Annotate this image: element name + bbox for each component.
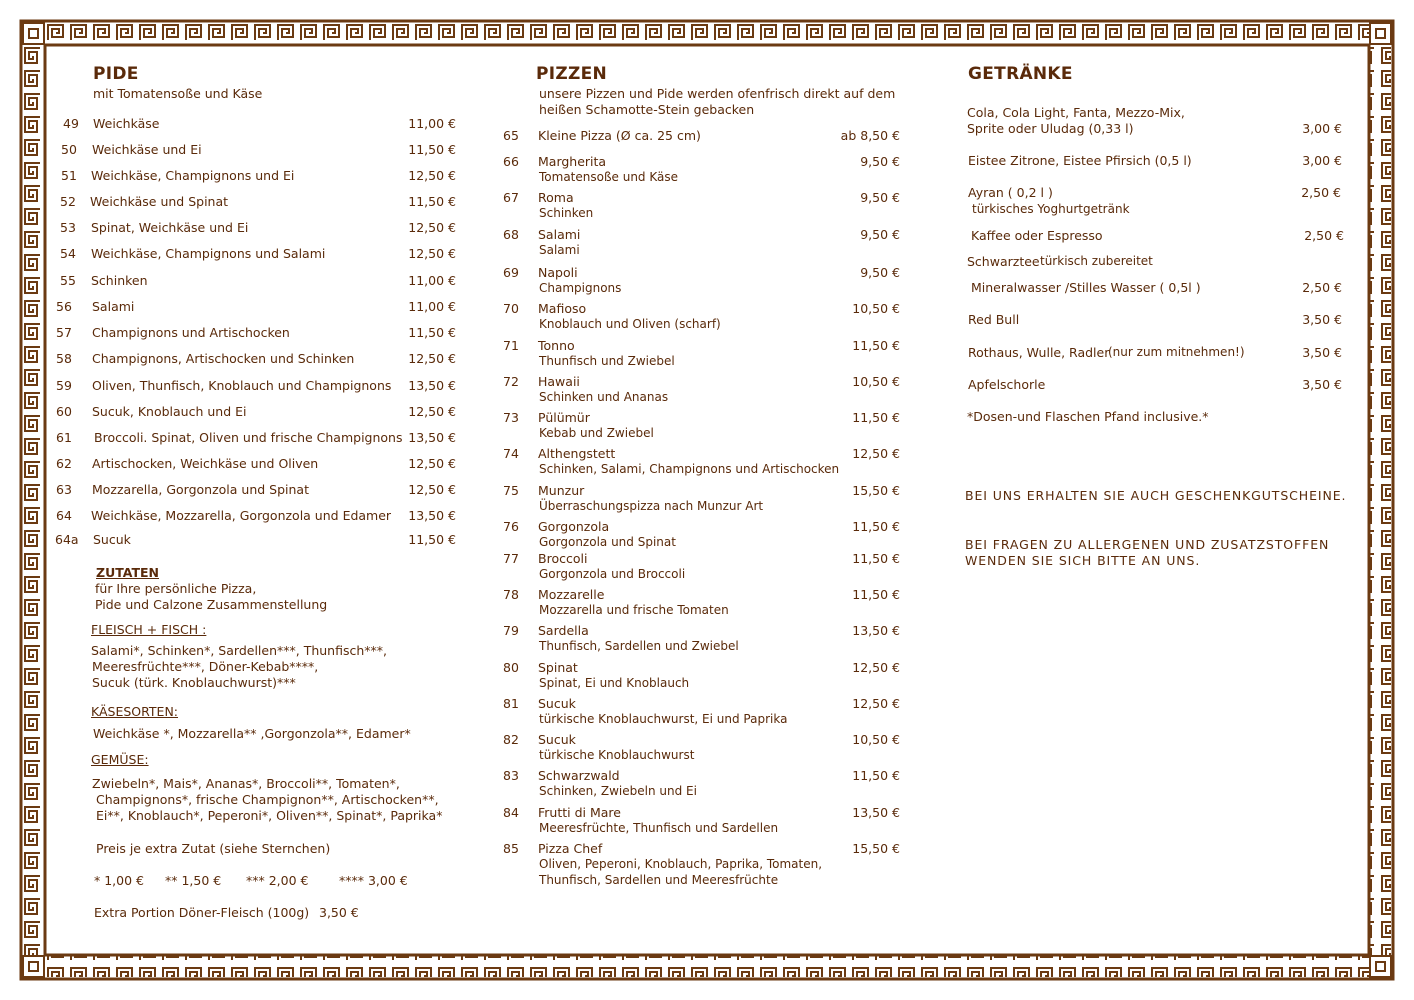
pizza-item-desc: Spinat, Ei und Knoblauch bbox=[539, 676, 690, 690]
fleisch-line-1: Salami*, Schinken*, Sardellen***, Thunfisch***, bbox=[91, 643, 388, 658]
gemuese-line-2: Champignons*, frische Champignon**, Artischocken**, bbox=[96, 792, 439, 807]
pizza-item-desc: Schinken und Ananas bbox=[539, 390, 669, 404]
pide-item-price: 12,50 € bbox=[408, 482, 456, 497]
fleisch-line-3: Sucuk (türk. Knoblauchwurst)*** bbox=[92, 675, 296, 690]
drink-1-name2: Sprite oder Uludag (0,33 l) bbox=[967, 121, 1134, 136]
pide-item-name: Oliven, Thunfisch, Knoblauch und Champignons bbox=[92, 378, 392, 393]
pide-item-name: Weichkäse und Ei bbox=[92, 142, 202, 157]
drink-3-name: Ayran ( 0,2 l ) bbox=[968, 185, 1053, 200]
drink-5-desc: türkisch zubereitet bbox=[1040, 254, 1153, 268]
pizza-item-name: Tonno bbox=[538, 338, 575, 353]
pizzen-subtitle-2: heißen Schamotte-Stein gebacken bbox=[539, 102, 755, 117]
pide-item-price: 11,00 € bbox=[408, 299, 456, 314]
pizza-item-price: 11,50 € bbox=[852, 338, 900, 353]
pide-item-number: 56 bbox=[56, 299, 72, 314]
kaese-title: KÄSESORTEN: bbox=[91, 704, 179, 719]
kaese-line: Weichkäse *, Mozzarella** ,Gorgonzola**, Edamer* bbox=[93, 726, 411, 741]
pizza-item-desc: Kebab und Zwiebel bbox=[539, 426, 654, 440]
pizza-item-name: Gorgonzola bbox=[538, 519, 610, 534]
pide-item-price: 12,50 € bbox=[408, 404, 456, 419]
drink-8-name: Rothaus, Wulle, Radler bbox=[968, 345, 1110, 360]
pide-item-number: 58 bbox=[56, 351, 72, 366]
pide-item-number: 55 bbox=[60, 273, 76, 288]
fleisch-line-2: Meeresfrüchte***, Döner-Kebab****, bbox=[92, 659, 319, 674]
pide-item-price: 12,50 € bbox=[408, 456, 456, 471]
pide-item-name: Broccoli. Spinat, Oliven und frische Champignons bbox=[94, 430, 403, 445]
pizza-item-name: Spinat bbox=[538, 660, 578, 675]
pizza-item-price: 9,50 € bbox=[860, 154, 900, 169]
pizza-item-price: 10,50 € bbox=[852, 374, 900, 389]
pide-item-price: 11,50 € bbox=[408, 142, 456, 157]
pide-item-number: 52 bbox=[60, 194, 76, 209]
allergen-note-1: BEI FRAGEN ZU ALLERGENEN UND ZUSATZSTOFFEN bbox=[965, 537, 1330, 552]
price-2star: ** 1,50 € bbox=[165, 873, 222, 888]
pizza-item-name: Munzur bbox=[538, 483, 585, 498]
pizza-item-price: 15,50 € bbox=[852, 841, 900, 856]
pizza-item-desc: Schinken, Salami, Champignons und Artischocken bbox=[539, 462, 840, 476]
pide-item-price: 11,00 € bbox=[408, 116, 456, 131]
pizza-item-price: 11,50 € bbox=[852, 410, 900, 425]
drink-1-price: 3,00 € bbox=[1302, 121, 1342, 136]
pizza-item-name: Pizza Chef bbox=[538, 841, 603, 856]
pizza-item-price: 9,50 € bbox=[860, 265, 900, 280]
pizza-item-number: 79 bbox=[503, 623, 519, 638]
pizza-item-price: 11,50 € bbox=[852, 519, 900, 534]
pizza-item-price: 12,50 € bbox=[852, 660, 900, 675]
pizza-item-number: 75 bbox=[503, 483, 519, 498]
pizzen-subtitle-1: unsere Pizzen und Pide werden ofenfrisch direkt auf dem bbox=[539, 86, 896, 101]
pizza-item-desc: Überraschungspizza nach Munzur Art bbox=[539, 499, 764, 513]
pide-item-price: 11,50 € bbox=[408, 325, 456, 340]
pizza-item-desc: Schinken, Zwiebeln und Ei bbox=[539, 784, 697, 798]
pide-item-number: 54 bbox=[60, 246, 76, 261]
pide-item-name: Salami bbox=[92, 299, 135, 314]
pizza-item-price: 12,50 € bbox=[852, 446, 900, 461]
pizza-item-number: 78 bbox=[503, 587, 519, 602]
pide-item-price: 11,00 € bbox=[408, 273, 456, 288]
pizza-item-number: 76 bbox=[503, 519, 519, 534]
pizza-item-price: 10,50 € bbox=[852, 301, 900, 316]
pizza-item-name: Frutti di Mare bbox=[538, 805, 621, 820]
pide-item-name: Weichkäse, Mozzarella, Gorgonzola und Edamer bbox=[91, 508, 392, 523]
pizza-item-desc: Gorgonzola und Spinat bbox=[539, 535, 676, 549]
pide-item-name: Schinken bbox=[91, 273, 148, 288]
pide-item-name: Weichkäse, Champignons und Ei bbox=[91, 168, 295, 183]
pizza-item-price: ab 8,50 € bbox=[840, 128, 900, 143]
pizza-item-desc: Schinken bbox=[539, 206, 594, 220]
pizza-item-name: Schwarzwald bbox=[538, 768, 620, 783]
pizza-item-price: 9,50 € bbox=[860, 227, 900, 242]
pide-item-name: Champignons und Artischocken bbox=[92, 325, 290, 340]
pizza-item-desc: Knoblauch und Oliven (scharf) bbox=[539, 317, 721, 331]
pizza-item-number: 69 bbox=[503, 265, 519, 280]
drink-6-price: 2,50 € bbox=[1302, 280, 1342, 295]
pizza-item-price: 12,50 € bbox=[852, 696, 900, 711]
pide-title: PIDE bbox=[93, 64, 139, 84]
gemuese-line-3: Ei**, Knoblauch*, Peperoni*, Oliven**, Spinat*, Paprika* bbox=[96, 808, 443, 823]
pizza-item-desc: Champignons bbox=[539, 281, 622, 295]
gutscheine-note: BEI UNS ERHALTEN SIE AUCH GESCHENKGUTSCHEINE. bbox=[965, 488, 1347, 503]
pide-item-price: 13,50 € bbox=[408, 508, 456, 523]
pizza-item-price: 11,50 € bbox=[852, 551, 900, 566]
pide-item-number: 63 bbox=[56, 482, 72, 497]
pizza-item-name: Althengstett bbox=[538, 446, 616, 461]
pide-item-number: 64a bbox=[55, 532, 79, 547]
pizza-item-price: 15,50 € bbox=[852, 483, 900, 498]
drink-9-name: Apfelschorle bbox=[968, 377, 1046, 392]
pide-item-price: 12,50 € bbox=[408, 168, 456, 183]
pide-item-price: 13,50 € bbox=[408, 378, 456, 393]
pide-item-number: 61 bbox=[56, 430, 72, 445]
pizza-item-desc: Gorgonzola und Broccoli bbox=[539, 567, 686, 581]
pizza-item-price: 13,50 € bbox=[852, 623, 900, 638]
pizza-item-number: 84 bbox=[503, 805, 519, 820]
drink-3-desc: türkisches Yoghurtgetränk bbox=[972, 202, 1130, 216]
pizza-item-price: 13,50 € bbox=[852, 805, 900, 820]
pizza-item-number: 81 bbox=[503, 696, 519, 711]
pide-item-number: 50 bbox=[61, 142, 77, 157]
pizzen-title: PIZZEN bbox=[536, 64, 608, 84]
drink-9-price: 3,50 € bbox=[1302, 377, 1342, 392]
pizza-item-name: Roma bbox=[538, 190, 574, 205]
pizza-item-name: Pülümür bbox=[538, 410, 590, 425]
pide-item-price: 11,50 € bbox=[408, 194, 456, 209]
pide-item-number: 51 bbox=[61, 168, 77, 183]
pide-item-price: 11,50 € bbox=[408, 532, 456, 547]
pizza-item-name: Hawaii bbox=[538, 374, 580, 389]
pizza-item-desc: Salami bbox=[539, 243, 580, 257]
drink-2-price: 3,00 € bbox=[1302, 153, 1342, 168]
zutaten-line2: Pide und Calzone Zusammenstellung bbox=[95, 597, 328, 612]
extra-price: 3,50 € bbox=[319, 905, 359, 920]
pizza-item-price: 11,50 € bbox=[852, 587, 900, 602]
pide-item-number: 49 bbox=[63, 116, 79, 131]
zutaten-title: ZUTATEN bbox=[96, 565, 160, 580]
zutaten-line1: für Ihre persönliche Pizza, bbox=[95, 581, 257, 596]
pizza-item-desc: Thunfisch, Sardellen und Zwiebel bbox=[539, 639, 739, 653]
drink-4-name: Kaffee oder Espresso bbox=[971, 228, 1103, 243]
pizza-item-number: 80 bbox=[503, 660, 519, 675]
pizza-item-name: Margherita bbox=[538, 154, 607, 169]
pizza-item-desc: Mozzarella und frische Tomaten bbox=[539, 603, 729, 617]
pizza-item-number: 67 bbox=[503, 190, 519, 205]
pizza-item-number: 65 bbox=[503, 128, 519, 143]
pide-item-price: 13,50 € bbox=[408, 430, 456, 445]
pide-item-name: Spinat, Weichkäse und Ei bbox=[91, 220, 249, 235]
pizza-item-desc: Thunfisch und Zwiebel bbox=[539, 354, 675, 368]
pizza-item-number: 74 bbox=[503, 446, 519, 461]
pizza-item-number: 77 bbox=[503, 551, 519, 566]
pizza-item-name: Sucuk bbox=[538, 732, 576, 747]
price-1star: * 1,00 € bbox=[94, 873, 144, 888]
pizza-item-name: Sardella bbox=[538, 623, 589, 638]
pide-item-name: Artischocken, Weichkäse und Oliven bbox=[92, 456, 319, 471]
pizza-item-name: Sucuk bbox=[538, 696, 576, 711]
pizza-item-number: 82 bbox=[503, 732, 519, 747]
pizza-item-price: 9,50 € bbox=[860, 190, 900, 205]
pide-item-name: Weichkäse und Spinat bbox=[90, 194, 229, 209]
gemuese-title: GEMÜSE: bbox=[91, 752, 149, 767]
pide-item-number: 64 bbox=[56, 508, 72, 523]
drink-2-name: Eistee Zitrone, Eistee Pfirsich (0,5 l) bbox=[968, 153, 1192, 168]
pizza-item-desc: Meeresfrüchte, Thunfisch und Sardellen bbox=[539, 821, 779, 835]
pizza-item-desc: türkische Knoblauchwurst, Ei und Paprika bbox=[539, 712, 788, 726]
pide-item-name: Weichkäse bbox=[93, 116, 160, 131]
pizza-item-name: Broccoli bbox=[538, 551, 588, 566]
pide-item-name: Mozzarella, Gorgonzola und Spinat bbox=[92, 482, 309, 497]
drink-4-price: 2,50 € bbox=[1304, 228, 1344, 243]
pide-item-name: Sucuk, Knoblauch und Ei bbox=[92, 404, 247, 419]
fleisch-title: FLEISCH + FISCH : bbox=[91, 622, 207, 637]
price-4star: **** 3,00 € bbox=[339, 873, 408, 888]
drink-8-desc: (nur zum mitnehmen!) bbox=[1108, 345, 1245, 359]
pizza-item-number: 70 bbox=[503, 301, 519, 316]
pizza-item-desc: Tomatensoße und Käse bbox=[539, 170, 679, 184]
pide-item-number: 60 bbox=[56, 404, 72, 419]
pfand-note: *Dosen-und Flaschen Pfand inclusive.* bbox=[967, 409, 1209, 424]
pide-item-number: 53 bbox=[60, 220, 76, 235]
pizza-item-name: Kleine Pizza (Ø ca. 25 cm) bbox=[538, 128, 701, 143]
gemuese-line-1: Zwiebeln*, Mais*, Ananas*, Broccoli**, Tomaten*, bbox=[92, 776, 400, 791]
pizza-item-desc: Oliven, Peperoni, Knoblauch, Paprika, Tomaten, bbox=[539, 857, 823, 871]
pizza-item-price: 10,50 € bbox=[852, 732, 900, 747]
getraenke-title: GETRÄNKE bbox=[968, 64, 1073, 84]
drink-3-price: 2,50 € bbox=[1301, 185, 1341, 200]
pizza-item-desc2: Thunfisch, Sardellen und Meeresfrüchte bbox=[539, 873, 779, 887]
pizza-item-number: 68 bbox=[503, 227, 519, 242]
pizza-item-name: Napoli bbox=[538, 265, 578, 280]
drink-7-name: Red Bull bbox=[968, 312, 1020, 327]
pide-item-name: Champignons, Artischocken und Schinken bbox=[92, 351, 355, 366]
pizza-item-name: Mozzarelle bbox=[538, 587, 605, 602]
pizza-item-price: 11,50 € bbox=[852, 768, 900, 783]
pide-item-number: 62 bbox=[56, 456, 72, 471]
pide-subtitle: mit Tomatensoße und Käse bbox=[93, 86, 263, 101]
pide-item-number: 57 bbox=[56, 325, 72, 340]
pizza-item-number: 85 bbox=[503, 841, 519, 856]
pizza-item-number: 71 bbox=[503, 338, 519, 353]
drink-6-name: Mineralwasser /Stilles Wasser ( 0,5l ) bbox=[971, 280, 1201, 295]
pide-item-price: 12,50 € bbox=[408, 246, 456, 261]
drink-5-name: Schwarztee bbox=[967, 254, 1040, 269]
preis-title: Preis je extra Zutat (siehe Sternchen) bbox=[96, 841, 331, 856]
price-3star: *** 2,00 € bbox=[246, 873, 309, 888]
drink-7-price: 3,50 € bbox=[1302, 312, 1342, 327]
pizza-item-number: 66 bbox=[503, 154, 519, 169]
pizza-item-number: 83 bbox=[503, 768, 519, 783]
pide-item-price: 12,50 € bbox=[408, 351, 456, 366]
drink-1-name: Cola, Cola Light, Fanta, Mezzo-Mix, bbox=[967, 105, 1185, 120]
pizza-item-name: Mafioso bbox=[538, 301, 587, 316]
pizza-item-number: 73 bbox=[503, 410, 519, 425]
pide-item-name: Weichkäse, Champignons und Salami bbox=[91, 246, 326, 261]
pide-item-number: 59 bbox=[56, 378, 72, 393]
drink-8-price: 3,50 € bbox=[1302, 345, 1342, 360]
extra-label: Extra Portion Döner-Fleisch (100g) bbox=[94, 905, 310, 920]
pizza-item-desc: türkische Knoblauchwurst bbox=[539, 748, 695, 762]
allergen-note-2: WENDEN SIE SICH BITTE AN UNS. bbox=[965, 553, 1201, 568]
pizza-item-name: Salami bbox=[538, 227, 581, 242]
pide-item-price: 12,50 € bbox=[408, 220, 456, 235]
pizza-item-number: 72 bbox=[503, 374, 519, 389]
pide-item-name: Sucuk bbox=[93, 532, 131, 547]
